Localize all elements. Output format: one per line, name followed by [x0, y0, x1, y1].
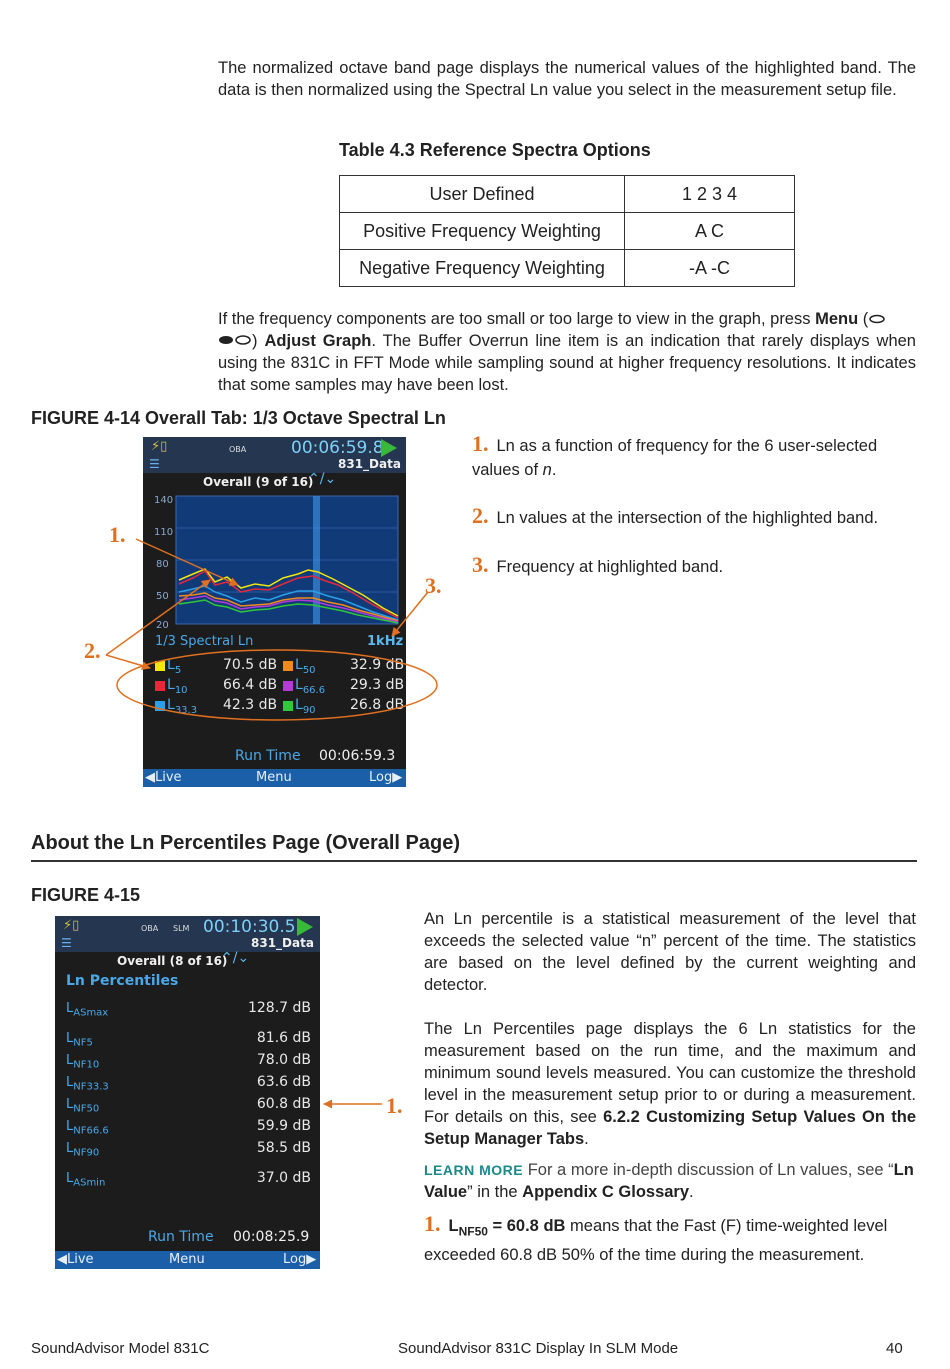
learn-more-note: LEARN MORE For a more in-depth discussion of Ln values, see “Ln Value” in the Appendix C Glossary. — [424, 1161, 914, 1201]
table-cell: 1 2 3 4 — [625, 176, 795, 213]
marker-2: 2. — [84, 638, 101, 663]
value: 60.8 dB — [256, 1096, 311, 1112]
y-tick: 50 — [156, 591, 169, 602]
menu-list-icon[interactable]: ☰ — [149, 457, 160, 471]
nav-live[interactable]: ◀Live — [57, 1252, 94, 1267]
file-name: 831_Data — [338, 457, 401, 471]
ln-value: 29.3 dB — [350, 677, 405, 693]
table-row — [340, 213, 795, 250]
nav-menu[interactable]: Menu — [256, 770, 292, 785]
callout-3: 3. Frequency at highlighted band. — [472, 552, 724, 577]
battery-icon: ⚡▯ — [151, 439, 168, 454]
ln-label: $L_{66.6}$ — [295, 677, 326, 696]
nav-live[interactable]: ◀Live — [145, 770, 182, 785]
oba-icon: OBA — [229, 445, 247, 454]
nav-menu[interactable]: Menu — [169, 1252, 205, 1267]
clock-display: 00:06:59.8 — [291, 438, 384, 458]
glossary-link[interactable]: Ln Value — [424, 1161, 914, 1201]
section-heading: About the Ln Percentiles Page (Overall Page) — [31, 832, 461, 854]
footer-center: SoundAdvisor 831C Display In SLM Mode — [398, 1340, 679, 1357]
menu-keyword: Menu — [815, 310, 859, 328]
callout-number: 1. — [424, 1211, 441, 1236]
menu-list-icon[interactable]: ☰ — [61, 936, 72, 950]
list-item: $L_{NF90}$ 58.5 dB — [66, 1140, 311, 1159]
value: 63.6 dB — [256, 1074, 311, 1090]
ln-value: 32.9 dB — [350, 657, 405, 673]
page-title: Ln Percentiles — [66, 973, 179, 989]
callout-number: 3. — [472, 552, 489, 577]
device-screen-ln-percentiles — [55, 916, 320, 1269]
appendix-link[interactable]: Appendix C Glossary — [522, 1183, 690, 1201]
slm-icon: SLM — [173, 924, 190, 933]
ln-value: 42.3 dB — [223, 697, 278, 713]
list-item: $L_{ASmin}$ 37.0 dB — [66, 1170, 311, 1189]
callout-arrow-1 — [136, 539, 238, 585]
frequency-label: 1kHz — [367, 634, 404, 649]
ln-label: $L_{33.3}$ — [167, 697, 198, 716]
status-bar — [55, 916, 320, 952]
value: 81.6 dB — [256, 1030, 311, 1046]
callout-arrow-2a — [106, 580, 210, 655]
value: 59.9 dB — [256, 1118, 311, 1134]
list-item: $L_{NF33.3}$ 63.6 dB — [66, 1074, 311, 1093]
value: 37.0 dB — [256, 1170, 311, 1186]
list-item: $L_{NF10}$ 78.0 dB — [66, 1052, 311, 1071]
reference-spectra-table — [339, 175, 795, 287]
table-row — [340, 250, 795, 287]
list-item: $L_{ASmax}$ 128.7 dB — [66, 1000, 311, 1019]
run-time-label: Run Time — [148, 1229, 214, 1245]
table-cell: Positive Frequency Weighting — [340, 213, 625, 250]
oba-icon: OBA — [141, 924, 159, 933]
ln-value: 70.5 dB — [223, 657, 278, 673]
value: 58.5 dB — [256, 1140, 311, 1156]
table-cell: -A -C — [625, 250, 795, 287]
para-text: ) — [252, 332, 265, 350]
nav-log[interactable]: Log▶ — [283, 1252, 317, 1267]
ln-value: 26.8 dB — [350, 697, 405, 713]
ln-label: $L_{10}$ — [167, 677, 188, 696]
page-number: 40 — [886, 1340, 903, 1357]
run-icon — [297, 918, 313, 936]
callout-number: 2. — [472, 503, 489, 528]
y-tick: 80 — [156, 559, 169, 570]
run-time-value: 00:06:59.3 — [319, 748, 396, 764]
y-tick: 20 — [156, 620, 169, 631]
page-arrows-icon[interactable]: ⌃/⌄ — [221, 950, 250, 966]
list-item: $L_{NF5}$ 81.6 dB — [66, 1030, 311, 1049]
menu-press-icon — [218, 334, 252, 346]
footer-left: SoundAdvisor Model 831C — [31, 1340, 210, 1357]
values-highlight-ellipse — [117, 650, 437, 720]
learn-more-label: LEARN MORE — [424, 1162, 524, 1178]
callout-1: 1. Ln as a function of frequency for the 6 user-selected values of n. — [472, 431, 878, 479]
figure-caption: FIGURE 4-14 Overall Tab: 1/3 Octave Spectral Ln — [31, 408, 446, 428]
ln-percentile-paragraph-1: An Ln percentile is a statistical measurement of the level that exceeds the selected value “n” percent of the time. The statistics are based on the level defined by the current weighting and detector. — [424, 910, 916, 994]
ln-percentile-paragraph-2: The Ln Percentiles page displays the 6 Ln statistics for the measurement based on the run time, and the maximum and minimum sound levels measured. You can customize the threshold level in the measurement setup prior to or during a measurement. For details on this, see 6.2.2 Customizing Setup Values On the Setup Manager Tabs. — [424, 1020, 916, 1148]
ln-label: $L_{90}$ — [295, 697, 316, 716]
nav-bar — [55, 1251, 320, 1269]
ln-label: $L_5$ — [167, 657, 182, 676]
intro-paragraph: The normalized octave band page displays the numerical values of the highlighted band. The data is then normalized using the Spectral Ln value you select in the measurement setup file. — [218, 59, 916, 99]
ln-label: $L_{50}$ — [295, 657, 316, 676]
file-name: 831_Data — [251, 936, 314, 950]
table-cell: User Defined — [340, 176, 625, 213]
adjust-graph-keyword: Adjust Graph — [264, 332, 372, 350]
page-indicator: Overall (9 of 16) — [203, 475, 314, 489]
figure-caption: FIGURE 4-15 — [31, 885, 141, 905]
section-divider — [31, 860, 917, 862]
y-tick: 110 — [154, 527, 174, 538]
ln-value: 66.4 dB — [223, 677, 278, 693]
menu-key-icon — [868, 314, 886, 324]
run-time-label: Run Time — [235, 748, 301, 764]
marker-1: 1. — [386, 1093, 403, 1118]
list-item: $L_{NF66.6}$ 59.9 dB — [66, 1118, 311, 1137]
callout-arrow-3 — [392, 592, 428, 636]
run-time-value: 00:08:25.9 — [233, 1229, 310, 1245]
page-indicator: Overall (8 of 16) — [117, 954, 228, 968]
callout-number: 1. — [472, 431, 489, 456]
table-row — [340, 176, 795, 213]
nav-log[interactable]: Log▶ — [369, 770, 403, 785]
adjust-graph-paragraph: If the frequency components are too small or too large to view in the graph, press Menu ( ) Adjust Graph. The Buffer Overrun line item is an indication that rarely displays when using the 831C in FFT Mode while sampling sound at higher frequency resolutions. It indicates that some samples may have been lost. — [218, 310, 916, 394]
value: 78.0 dB — [256, 1052, 311, 1068]
mode-label: 1/3 Spectral Ln — [155, 634, 254, 649]
table-cell: Negative Frequency Weighting — [340, 250, 625, 287]
para-text: If the frequency components are too small or too large to view in the graph, press — [218, 310, 816, 328]
callout-1: 1. $L_{NF50} = 60.8$ dB means that the Fast (F) time-weighted level exceeded 60.8 dB 50% of the time during the measurement. — [424, 1211, 888, 1265]
y-tick: 140 — [154, 495, 174, 506]
table-cell: A C — [625, 213, 795, 250]
callout-2: 2. Ln values at the intersection of the highlighted band. — [472, 503, 879, 528]
marker-1: 1. — [109, 522, 126, 547]
table-title: Table 4.3 Reference Spectra Options — [339, 140, 651, 160]
clock-display: 00:10:30.5 — [203, 917, 296, 937]
battery-icon: ⚡▯ — [63, 918, 80, 933]
cross-reference-link[interactable]: 6.2.2 Customizing Setup Values On the Setup Manager Tabs — [424, 1108, 916, 1148]
page-arrows-icon[interactable]: ⌃/⌄ — [308, 471, 337, 487]
list-item: $L_{NF50}$ 60.8 dB — [66, 1096, 311, 1115]
para-text: . The Buffer Overrun line item is an indication that rarely displays when using the 831C in FFT Mode while sampling sound at higher frequency resolutions. It indicates that some samples may have been lost. — [218, 332, 916, 394]
marker-3: 3. — [425, 573, 442, 598]
value: 128.7 dB — [247, 1000, 311, 1016]
